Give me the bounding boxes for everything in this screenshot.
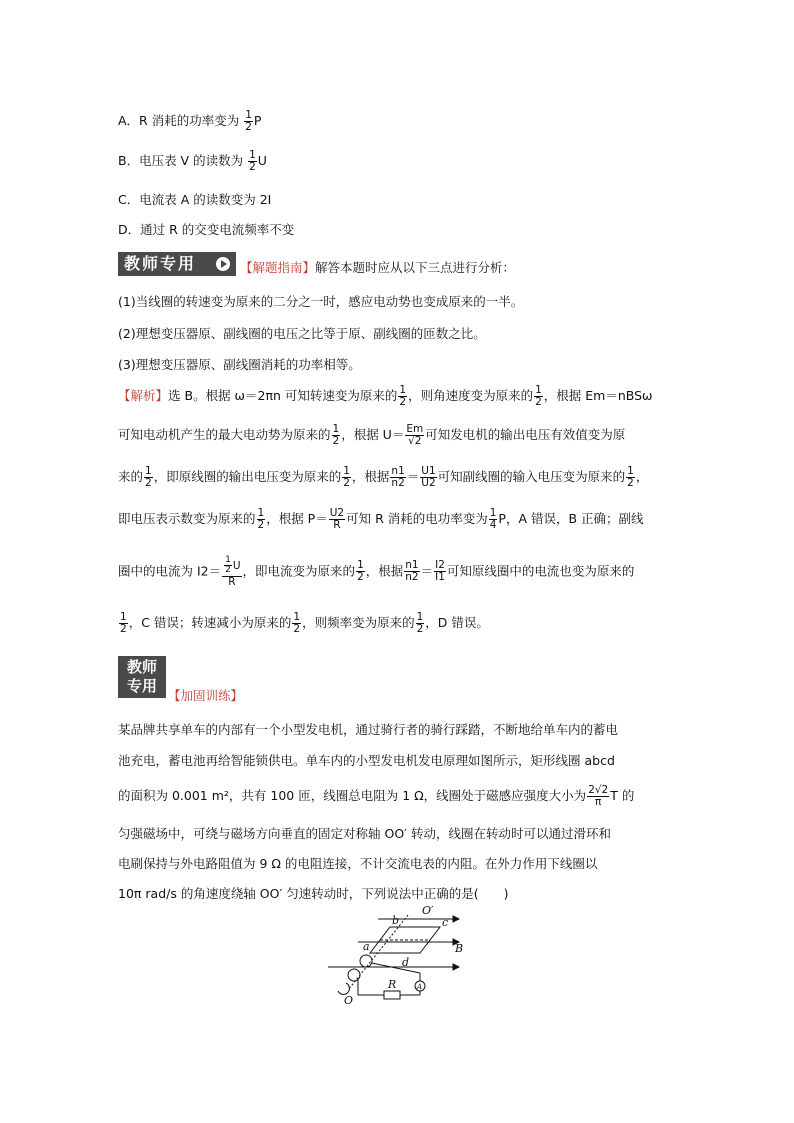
guide-point-3: (3)理想变压器原、副线圈消耗的功率相等。 (118, 357, 361, 372)
play-icon (216, 257, 230, 271)
guide-label: 【解题指南】 (240, 260, 316, 275)
option-a: A．R 消耗的功率变为 $\frac{1}{2}$ P (118, 109, 262, 134)
teacher-badge: 教师专用 (118, 252, 236, 276)
analysis-line-1: 【解析】选 B。根据 ω＝2πn 可知转速变为原来的 $\frac{1}{2}$ ，则角速度变为原来的 $\frac{1}{2}$ ，根据 Em＝nBSω (118, 384, 653, 409)
fraction: $\frac{1}{2}$ (245, 109, 252, 134)
svg-text:A: A (417, 983, 423, 991)
practice-line-3: 的面积为 0.001 m²，共有 100 匝，线圈总电阻为 1 Ω，线圈处于磁感应强度大小为 $\frac{2√2}{\pi}$ T 的 (118, 784, 635, 809)
svg-text:O′: O′ (422, 905, 434, 917)
option-a-text: A．R 消耗的功率变为 (118, 113, 244, 129)
generator-diagram (318, 905, 468, 1005)
option-c: C．电流表 A 的读数变为 2I (118, 192, 272, 207)
analysis-line-6: $\frac{1}{2}$ ，C 错误；转速减小为原来的 $\frac{1}{2}$ ，则频率变为原来的 $\frac{1}{2}$ ，D 错误。 (120, 611, 489, 636)
practice-line-2: 池充电，蓄电池再给智能锁供电。单车内的小型发电机发电原理如图所示，矩形线圈 abcd (118, 753, 615, 768)
guide-heading: 【解题指南】解答本题时应从以下三点进行分析： (240, 260, 516, 275)
fraction: $\frac{1}{2}$ (249, 149, 256, 174)
practice-line-5: 电刷保持与外电路阻值为 9 Ω 的电阻连接，不计交流电表的内阻。在外力作用下线圈以 (118, 856, 598, 871)
svg-text:R: R (388, 978, 397, 991)
option-b: B．电压表 V 的读数为 $\frac{1}{2}$ U (118, 149, 267, 174)
practice-label: 【加固训练】 (168, 688, 244, 703)
practice-line-6: 10π rad/s 的角速度绕轴 OO′ 匀速转动时，下列说法中正确的是( ) (118, 886, 509, 901)
svg-text:b: b (392, 914, 400, 927)
analysis-label: 【解析】 (118, 388, 169, 404)
svg-text:B: B (455, 942, 464, 955)
option-b-text: B．电压表 V 的读数为 (118, 153, 248, 169)
analysis-line-3: 来的 $\frac{1}{2}$ ，即原线圈的输出电压变为原来的 $\frac{1}{2}$ ，根据 $\frac{n1}{n2}$ ＝ $\frac{U1}{U2}$ 可知副线圈的输入电压变为原来的 $\frac{1}{2}$ ， (118, 465, 649, 490)
teacher-badge-stacked: 教师 专用 (118, 656, 166, 698)
guide-point-2: (2)理想变压器原、副线圈的电压之比等于原、副线圈的匝数之比。 (118, 326, 486, 341)
analysis-line-2: 可知电动机产生的最大电动势为原来的 $\frac{1}{2}$ ，根据 U＝ $\frac{Em}{√2}$ 可知发电机的输出电压有效值变为原 (118, 423, 626, 448)
analysis-line-4: 即电压表示数变为原来的 $\frac{1}{2}$ ，根据 P＝ $\frac{U2}{R}$ 可知 R 消耗的电功率变为 $\frac{1}{4}$ P，A 错误，B 正确；副线 (118, 507, 644, 532)
guide-point-1: (1)当线圈的转速变为原来的二分之一时，感应电动势也变成原来的一半。 (118, 294, 524, 309)
svg-text:d: d (402, 956, 410, 969)
option-d: D．通过 R 的交变电流频率不变 (118, 222, 295, 237)
svg-text:c: c (442, 916, 449, 929)
svg-text:O: O (344, 994, 354, 1005)
svg-text:a: a (363, 940, 370, 953)
analysis-line-5: 圈中的电流为 I2＝ $\frac{1}{2}$ U R ，即电流变为原来的 $\frac{1}{2}$ ，根据 $\frac{n1}{n2}$ ＝ $\frac{I2}{I1}$ 可知原线圈中的电流也变为原来的 (118, 555, 635, 588)
practice-line-4: 匀强磁场中，可绕与磁场方向垂直的固定对称轴 OO′ 转动，线圈在转动时可以通过滑环和 (118, 826, 611, 841)
practice-line-1: 某品牌共享单车的内部有一个小型发电机，通过骑行者的骑行踩踏，不断地给单车内的蓄电 (118, 722, 619, 737)
